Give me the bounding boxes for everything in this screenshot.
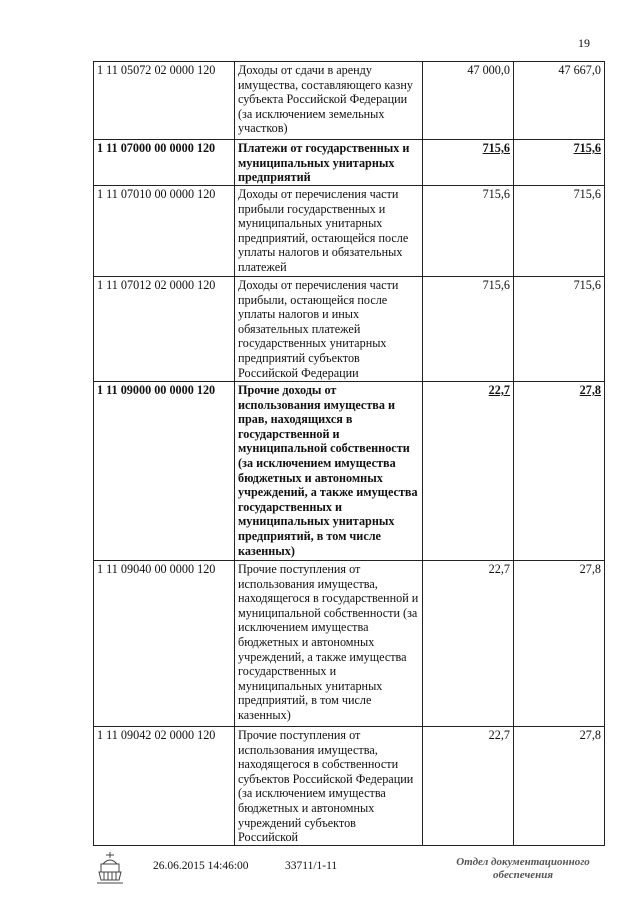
row-value-2: 27,8 [514,382,605,561]
footer-doc-number: 33711/1-11 [285,860,338,872]
row-code: 1 11 09042 02 0000 120 [94,727,235,846]
row-value-1: 22,7 [423,727,514,846]
table-row [94,727,605,846]
row-value-1: 47 000,0 [423,62,514,140]
coat-of-arms-icon [95,850,125,888]
row-code: 1 11 07000 00 0000 120 [94,140,235,186]
row-name: Прочие поступления от использования имущества, находящегося в государственной и муниципальной собственности (за исключением имущества бюджетных и автономных учреждений, а также имущества государственных и муниципальных унитарных предприятий, в том числе казенных) [235,561,423,727]
row-code: 1 11 09040 00 0000 120 [94,561,235,727]
row-value-2: 47 667,0 [514,62,605,140]
row-value-1: 22,7 [423,382,514,561]
footer-department-stamp: Отдел документационного обеспечения [456,856,590,881]
row-name: Прочие доходы от использования имущества и прав, находящихся в государственной и муниципальной собственности (за исключением имущества бюджетных и автономных учреждений, а также имущества государственных и муниципальных унитарных предприятий, в том числе казенных) [235,382,423,561]
page-number: 19 [578,36,590,50]
row-value-1: 715,6 [423,140,514,186]
row-code: 1 11 07010 00 0000 120 [94,186,235,277]
row-name: Платежи от государственных и муниципальных унитарных предприятий [235,140,423,186]
budget-table-body [94,62,605,846]
row-value-2: 27,8 [514,727,605,846]
row-value-2: 715,6 [514,186,605,277]
table-row [94,277,605,382]
budget-table [93,61,605,846]
row-value-2: 27,8 [514,561,605,727]
row-name: Доходы от перечисления части прибыли государственных и муниципальных унитарных предприятий, остающейся после уплаты налогов и обязательных платежей [235,186,423,277]
table-row [94,382,605,561]
footer-datetime: 26.06.2015 14:46:00 [153,860,249,872]
row-name: Доходы от перечисления части прибыли, остающейся после уплаты налогов и иных обязательных платежей государственных унитарных предприятий субъектов Российской Федерации [235,277,423,382]
row-name: Прочие поступления от использования имущества, находящегося в собственности субъектов Российской Федерации (за исключением имущества бюджетных и автономных учреждений субъектов Российской [235,727,423,846]
row-value-1: 22,7 [423,561,514,727]
table-row [94,62,605,140]
table-row [94,140,605,186]
table-row [94,186,605,277]
row-code: 1 11 09000 00 0000 120 [94,382,235,561]
row-code: 1 11 07012 02 0000 120 [94,277,235,382]
row-code: 1 11 05072 02 0000 120 [94,62,235,140]
row-value-1: 715,6 [423,277,514,382]
row-name: Доходы от сдачи в аренду имущества, составляющего казну субъекта Российской Федерации (за исключением земельных участков) [235,62,423,140]
table-row [94,561,605,727]
row-value-2: 715,6 [514,140,605,186]
row-value-1: 715,6 [423,186,514,277]
row-value-2: 715,6 [514,277,605,382]
